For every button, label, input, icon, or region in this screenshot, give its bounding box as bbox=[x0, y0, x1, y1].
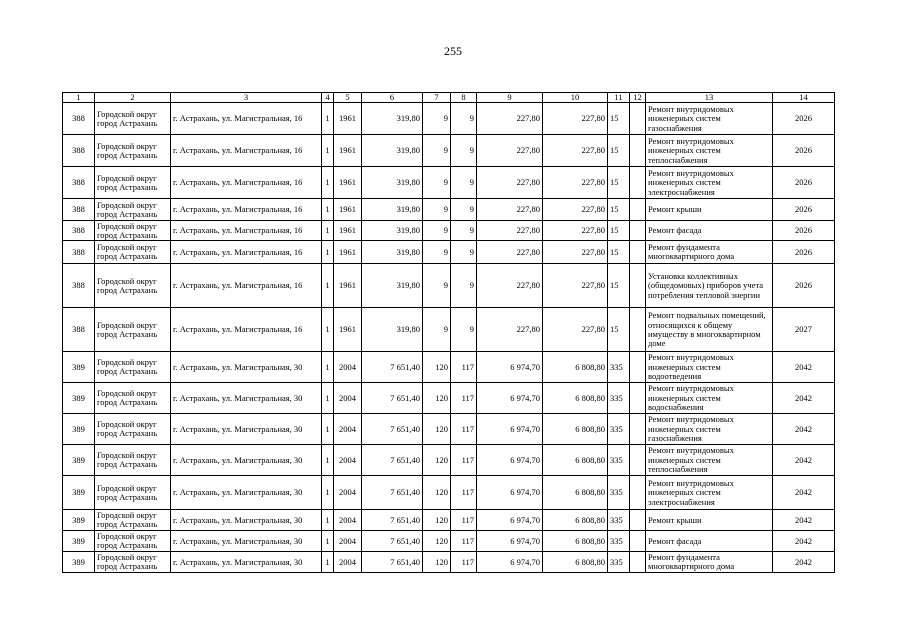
planned-year-cell: 2042 bbox=[773, 445, 835, 476]
year-built-cell: 1961 bbox=[334, 221, 362, 241]
col-7-value-cell: 9 bbox=[423, 264, 451, 308]
col-10-area-cell: 6 808,80 bbox=[543, 531, 608, 552]
address-cell: г. Астрахань, ул. Магистральная, 30 bbox=[171, 445, 322, 476]
col-10-area-cell: 227,80 bbox=[543, 167, 608, 199]
col-9-area-cell: 227,80 bbox=[477, 103, 543, 135]
col-12-value-cell bbox=[630, 264, 646, 308]
col-8-value-cell: 9 bbox=[451, 221, 477, 241]
work-type-cell: Ремонт фасада bbox=[646, 531, 773, 552]
col-10-area-cell: 6 808,80 bbox=[543, 510, 608, 531]
column-number-13: 13 bbox=[646, 93, 773, 103]
col-9-area-cell: 227,80 bbox=[477, 308, 543, 352]
year-built-cell: 1961 bbox=[334, 135, 362, 167]
row-number-cell: 388 bbox=[63, 221, 95, 241]
total-area-cell: 7 651,40 bbox=[362, 352, 423, 383]
col-9-area-cell: 6 974,70 bbox=[477, 352, 543, 383]
col-10-area-cell: 6 808,80 bbox=[543, 552, 608, 573]
planned-year-cell: 2027 bbox=[773, 308, 835, 352]
planned-year-cell: 2026 bbox=[773, 167, 835, 199]
municipality-cell: Городской округ город Астрахань bbox=[95, 476, 171, 510]
col-11-value-cell: 15 bbox=[608, 241, 630, 264]
column-number-14: 14 bbox=[773, 93, 835, 103]
col-11-value-cell: 15 bbox=[608, 135, 630, 167]
municipality-cell: Городской округ город Астрахань bbox=[95, 352, 171, 383]
col-9-area-cell: 6 974,70 bbox=[477, 510, 543, 531]
year-built-cell: 2004 bbox=[334, 476, 362, 510]
planned-year-cell: 2042 bbox=[773, 352, 835, 383]
col-7-value-cell: 120 bbox=[423, 510, 451, 531]
col-10-area-cell: 6 808,80 bbox=[543, 476, 608, 510]
col-11-value-cell: 15 bbox=[608, 167, 630, 199]
table-row bbox=[63, 352, 835, 383]
col-9-area-cell: 6 974,70 bbox=[477, 414, 543, 445]
col-10-area-cell: 6 808,80 bbox=[543, 383, 608, 414]
col-8-value-cell: 117 bbox=[451, 531, 477, 552]
total-area-cell: 319,80 bbox=[362, 221, 423, 241]
col-11-value-cell: 15 bbox=[608, 308, 630, 352]
col-9-area-cell: 227,80 bbox=[477, 199, 543, 221]
row-number-cell: 389 bbox=[63, 445, 95, 476]
planned-year-cell: 2042 bbox=[773, 383, 835, 414]
address-cell: г. Астрахань, ул. Магистральная, 30 bbox=[171, 476, 322, 510]
year-built-cell: 2004 bbox=[334, 445, 362, 476]
total-area-cell: 319,80 bbox=[362, 167, 423, 199]
col-7-value-cell: 9 bbox=[423, 167, 451, 199]
col-11-value-cell: 335 bbox=[608, 383, 630, 414]
address-cell: г. Астрахань, ул. Магистральная, 30 bbox=[171, 414, 322, 445]
register-table bbox=[62, 92, 835, 573]
col-4-value-cell: 1 bbox=[322, 476, 334, 510]
total-area-cell: 7 651,40 bbox=[362, 531, 423, 552]
col-4-value-cell: 1 bbox=[322, 167, 334, 199]
col-8-value-cell: 9 bbox=[451, 103, 477, 135]
col-12-value-cell bbox=[630, 383, 646, 414]
col-8-value-cell: 9 bbox=[451, 199, 477, 221]
col-7-value-cell: 9 bbox=[423, 308, 451, 352]
row-number-cell: 389 bbox=[63, 383, 95, 414]
total-area-cell: 7 651,40 bbox=[362, 552, 423, 573]
year-built-cell: 1961 bbox=[334, 308, 362, 352]
col-7-value-cell: 120 bbox=[423, 531, 451, 552]
column-number-8: 8 bbox=[451, 93, 477, 103]
column-number-7: 7 bbox=[423, 93, 451, 103]
row-number-cell: 389 bbox=[63, 476, 95, 510]
year-built-cell: 2004 bbox=[334, 552, 362, 573]
col-4-value-cell: 1 bbox=[322, 103, 334, 135]
row-number-cell: 388 bbox=[63, 103, 95, 135]
table-row bbox=[63, 221, 835, 241]
row-number-cell: 389 bbox=[63, 552, 95, 573]
municipality-cell: Городской округ город Астрахань bbox=[95, 552, 171, 573]
col-10-area-cell: 227,80 bbox=[543, 221, 608, 241]
col-7-value-cell: 120 bbox=[423, 383, 451, 414]
table-row bbox=[63, 383, 835, 414]
col-9-area-cell: 6 974,70 bbox=[477, 445, 543, 476]
row-number-cell: 388 bbox=[63, 167, 95, 199]
total-area-cell: 319,80 bbox=[362, 264, 423, 308]
planned-year-cell: 2042 bbox=[773, 531, 835, 552]
column-number-6: 6 bbox=[362, 93, 423, 103]
work-type-cell: Ремонт внутридомовых инженерных систем водоотведения bbox=[646, 352, 773, 383]
work-type-cell: Ремонт фундамента многоквартирного дома bbox=[646, 552, 773, 573]
col-10-area-cell: 227,80 bbox=[543, 199, 608, 221]
row-number-cell: 389 bbox=[63, 510, 95, 531]
col-12-value-cell bbox=[630, 476, 646, 510]
col-11-value-cell: 15 bbox=[608, 264, 630, 308]
work-type-cell: Ремонт внутридомовых инженерных систем электроснабжения bbox=[646, 167, 773, 199]
row-number-cell: 389 bbox=[63, 531, 95, 552]
column-number-10: 10 bbox=[543, 93, 608, 103]
col-12-value-cell bbox=[630, 414, 646, 445]
municipality-cell: Городской округ город Астрахань bbox=[95, 510, 171, 531]
col-8-value-cell: 9 bbox=[451, 167, 477, 199]
year-built-cell: 1961 bbox=[334, 103, 362, 135]
col-9-area-cell: 227,80 bbox=[477, 264, 543, 308]
col-11-value-cell: 335 bbox=[608, 445, 630, 476]
total-area-cell: 319,80 bbox=[362, 241, 423, 264]
col-12-value-cell bbox=[630, 103, 646, 135]
col-8-value-cell: 9 bbox=[451, 241, 477, 264]
col-7-value-cell: 120 bbox=[423, 352, 451, 383]
planned-year-cell: 2042 bbox=[773, 414, 835, 445]
col-9-area-cell: 6 974,70 bbox=[477, 476, 543, 510]
col-7-value-cell: 120 bbox=[423, 414, 451, 445]
planned-year-cell: 2026 bbox=[773, 199, 835, 221]
table-row bbox=[63, 308, 835, 352]
work-type-cell: Ремонт внутридомовых инженерных систем теплоснабжения bbox=[646, 445, 773, 476]
col-8-value-cell: 117 bbox=[451, 383, 477, 414]
address-cell: г. Астрахань, ул. Магистральная, 16 bbox=[171, 135, 322, 167]
col-4-value-cell: 1 bbox=[322, 308, 334, 352]
col-12-value-cell bbox=[630, 531, 646, 552]
col-11-value-cell: 15 bbox=[608, 199, 630, 221]
total-area-cell: 319,80 bbox=[362, 199, 423, 221]
address-cell: г. Астрахань, ул. Магистральная, 16 bbox=[171, 167, 322, 199]
municipality-cell: Городской округ город Астрахань bbox=[95, 308, 171, 352]
total-area-cell: 319,80 bbox=[362, 308, 423, 352]
work-type-cell: Ремонт фасада bbox=[646, 221, 773, 241]
municipality-cell: Городской округ город Астрахань bbox=[95, 199, 171, 221]
address-cell: г. Астрахань, ул. Магистральная, 16 bbox=[171, 199, 322, 221]
address-cell: г. Астрахань, ул. Магистральная, 16 bbox=[171, 241, 322, 264]
planned-year-cell: 2026 bbox=[773, 135, 835, 167]
table-row bbox=[63, 199, 835, 221]
planned-year-cell: 2026 bbox=[773, 241, 835, 264]
work-type-cell: Ремонт внутридомовых инженерных систем электроснабжения bbox=[646, 476, 773, 510]
work-type-cell: Ремонт крыши bbox=[646, 510, 773, 531]
column-number-2: 2 bbox=[95, 93, 171, 103]
column-number-4: 4 bbox=[322, 93, 334, 103]
col-7-value-cell: 120 bbox=[423, 552, 451, 573]
col-8-value-cell: 117 bbox=[451, 352, 477, 383]
col-4-value-cell: 1 bbox=[322, 445, 334, 476]
work-type-cell: Ремонт фундамента многоквартирного дома bbox=[646, 241, 773, 264]
total-area-cell: 7 651,40 bbox=[362, 476, 423, 510]
year-built-cell: 1961 bbox=[334, 167, 362, 199]
table-row bbox=[63, 264, 835, 308]
col-7-value-cell: 9 bbox=[423, 241, 451, 264]
work-type-cell: Установка коллективных (общедомовых) приборов учета потребления тепловой энергии bbox=[646, 264, 773, 308]
table-row bbox=[63, 103, 835, 135]
col-10-area-cell: 227,80 bbox=[543, 103, 608, 135]
row-number-cell: 388 bbox=[63, 264, 95, 308]
total-area-cell: 7 651,40 bbox=[362, 510, 423, 531]
table-row bbox=[63, 414, 835, 445]
total-area-cell: 7 651,40 bbox=[362, 383, 423, 414]
col-4-value-cell: 1 bbox=[322, 199, 334, 221]
work-type-cell: Ремонт крыши bbox=[646, 199, 773, 221]
column-number-1: 1 bbox=[63, 93, 95, 103]
col-7-value-cell: 9 bbox=[423, 135, 451, 167]
planned-year-cell: 2042 bbox=[773, 552, 835, 573]
municipality-cell: Городской округ город Астрахань bbox=[95, 264, 171, 308]
address-cell: г. Астрахань, ул. Магистральная, 30 bbox=[171, 352, 322, 383]
row-number-cell: 388 bbox=[63, 199, 95, 221]
year-built-cell: 1961 bbox=[334, 241, 362, 264]
table-row bbox=[63, 167, 835, 199]
municipality-cell: Городской округ город Астрахань bbox=[95, 167, 171, 199]
col-8-value-cell: 9 bbox=[451, 135, 477, 167]
row-number-cell: 388 bbox=[63, 308, 95, 352]
col-8-value-cell: 9 bbox=[451, 264, 477, 308]
column-number-11: 11 bbox=[608, 93, 630, 103]
col-12-value-cell bbox=[630, 241, 646, 264]
col-4-value-cell: 1 bbox=[322, 414, 334, 445]
row-number-cell: 389 bbox=[63, 352, 95, 383]
column-number-5: 5 bbox=[334, 93, 362, 103]
col-11-value-cell: 335 bbox=[608, 552, 630, 573]
address-cell: г. Астрахань, ул. Магистральная, 30 bbox=[171, 383, 322, 414]
col-4-value-cell: 1 bbox=[322, 510, 334, 531]
municipality-cell: Городской округ город Астрахань bbox=[95, 414, 171, 445]
col-12-value-cell bbox=[630, 135, 646, 167]
col-7-value-cell: 120 bbox=[423, 476, 451, 510]
col-7-value-cell: 9 bbox=[423, 103, 451, 135]
col-8-value-cell: 117 bbox=[451, 510, 477, 531]
table-row bbox=[63, 135, 835, 167]
address-cell: г. Астрахань, ул. Магистральная, 30 bbox=[171, 510, 322, 531]
year-built-cell: 2004 bbox=[334, 510, 362, 531]
address-cell: г. Астрахань, ул. Магистральная, 16 bbox=[171, 221, 322, 241]
municipality-cell: Городской округ город Астрахань bbox=[95, 531, 171, 552]
col-9-area-cell: 227,80 bbox=[477, 167, 543, 199]
column-number-12: 12 bbox=[630, 93, 646, 103]
col-9-area-cell: 6 974,70 bbox=[477, 383, 543, 414]
col-9-area-cell: 227,80 bbox=[477, 135, 543, 167]
col-4-value-cell: 1 bbox=[322, 221, 334, 241]
col-10-area-cell: 227,80 bbox=[543, 264, 608, 308]
year-built-cell: 2004 bbox=[334, 383, 362, 414]
col-4-value-cell: 1 bbox=[322, 264, 334, 308]
work-type-cell: Ремонт внутридомовых инженерных систем водоснабжения bbox=[646, 383, 773, 414]
column-number-9: 9 bbox=[477, 93, 543, 103]
table-row bbox=[63, 241, 835, 264]
table-row bbox=[63, 531, 835, 552]
col-11-value-cell: 335 bbox=[608, 352, 630, 383]
work-type-cell: Ремонт внутридомовых инженерных систем газоснабжения bbox=[646, 103, 773, 135]
col-9-area-cell: 6 974,70 bbox=[477, 552, 543, 573]
column-number-3: 3 bbox=[171, 93, 322, 103]
col-8-value-cell: 117 bbox=[451, 476, 477, 510]
col-10-area-cell: 227,80 bbox=[543, 135, 608, 167]
row-number-cell: 389 bbox=[63, 414, 95, 445]
col-4-value-cell: 1 bbox=[322, 383, 334, 414]
municipality-cell: Городской округ город Астрахань bbox=[95, 241, 171, 264]
col-4-value-cell: 1 bbox=[322, 352, 334, 383]
address-cell: г. Астрахань, ул. Магистральная, 16 bbox=[171, 308, 322, 352]
col-10-area-cell: 6 808,80 bbox=[543, 352, 608, 383]
col-8-value-cell: 117 bbox=[451, 445, 477, 476]
planned-year-cell: 2026 bbox=[773, 103, 835, 135]
table-row bbox=[63, 510, 835, 531]
col-11-value-cell: 335 bbox=[608, 510, 630, 531]
address-cell: г. Астрахань, ул. Магистральная, 16 bbox=[171, 264, 322, 308]
address-cell: г. Астрахань, ул. Магистральная, 30 bbox=[171, 531, 322, 552]
col-12-value-cell bbox=[630, 552, 646, 573]
col-9-area-cell: 6 974,70 bbox=[477, 531, 543, 552]
col-12-value-cell bbox=[630, 167, 646, 199]
address-cell: г. Астрахань, ул. Магистральная, 30 bbox=[171, 552, 322, 573]
total-area-cell: 319,80 bbox=[362, 103, 423, 135]
planned-year-cell: 2042 bbox=[773, 476, 835, 510]
col-11-value-cell: 335 bbox=[608, 476, 630, 510]
year-built-cell: 2004 bbox=[334, 352, 362, 383]
col-10-area-cell: 6 808,80 bbox=[543, 414, 608, 445]
table-row bbox=[63, 445, 835, 476]
col-10-area-cell: 227,80 bbox=[543, 241, 608, 264]
municipality-cell: Городской округ город Астрахань bbox=[95, 445, 171, 476]
total-area-cell: 319,80 bbox=[362, 135, 423, 167]
municipality-cell: Городской округ город Астрахань bbox=[95, 103, 171, 135]
year-built-cell: 1961 bbox=[334, 264, 362, 308]
col-9-area-cell: 227,80 bbox=[477, 241, 543, 264]
col-12-value-cell bbox=[630, 221, 646, 241]
col-12-value-cell bbox=[630, 510, 646, 531]
col-10-area-cell: 227,80 bbox=[543, 308, 608, 352]
col-8-value-cell: 117 bbox=[451, 552, 477, 573]
col-12-value-cell bbox=[630, 445, 646, 476]
col-4-value-cell: 1 bbox=[322, 552, 334, 573]
col-11-value-cell: 335 bbox=[608, 531, 630, 552]
work-type-cell: Ремонт подвальных помещений, относящихся к общему имуществу в многоквартирном доме bbox=[646, 308, 773, 352]
col-11-value-cell: 15 bbox=[608, 221, 630, 241]
year-built-cell: 2004 bbox=[334, 414, 362, 445]
page-number: 255 bbox=[444, 44, 462, 58]
year-built-cell: 1961 bbox=[334, 199, 362, 221]
row-number-cell: 388 bbox=[63, 135, 95, 167]
col-7-value-cell: 120 bbox=[423, 445, 451, 476]
municipality-cell: Городской округ город Астрахань bbox=[95, 221, 171, 241]
column-number-row bbox=[63, 93, 835, 103]
col-12-value-cell bbox=[630, 199, 646, 221]
work-type-cell: Ремонт внутридомовых инженерных систем теплоснабжения bbox=[646, 135, 773, 167]
col-9-area-cell: 227,80 bbox=[477, 221, 543, 241]
col-11-value-cell: 15 bbox=[608, 103, 630, 135]
col-7-value-cell: 9 bbox=[423, 199, 451, 221]
col-8-value-cell: 117 bbox=[451, 414, 477, 445]
municipality-cell: Городской округ город Астрахань bbox=[95, 135, 171, 167]
col-4-value-cell: 1 bbox=[322, 135, 334, 167]
row-number-cell: 388 bbox=[63, 241, 95, 264]
table-body bbox=[63, 103, 835, 573]
col-10-area-cell: 6 808,80 bbox=[543, 445, 608, 476]
work-type-cell: Ремонт внутридомовых инженерных систем газоснабжения bbox=[646, 414, 773, 445]
planned-year-cell: 2042 bbox=[773, 510, 835, 531]
year-built-cell: 2004 bbox=[334, 531, 362, 552]
col-7-value-cell: 9 bbox=[423, 221, 451, 241]
planned-year-cell: 2026 bbox=[773, 221, 835, 241]
col-11-value-cell: 335 bbox=[608, 414, 630, 445]
municipality-cell: Городской округ город Астрахань bbox=[95, 383, 171, 414]
table-row bbox=[63, 476, 835, 510]
total-area-cell: 7 651,40 bbox=[362, 445, 423, 476]
planned-year-cell: 2026 bbox=[773, 264, 835, 308]
col-8-value-cell: 9 bbox=[451, 308, 477, 352]
col-12-value-cell bbox=[630, 352, 646, 383]
col-4-value-cell: 1 bbox=[322, 531, 334, 552]
address-cell: г. Астрахань, ул. Магистральная, 16 bbox=[171, 103, 322, 135]
table-row bbox=[63, 552, 835, 573]
total-area-cell: 7 651,40 bbox=[362, 414, 423, 445]
col-4-value-cell: 1 bbox=[322, 241, 334, 264]
col-12-value-cell bbox=[630, 308, 646, 352]
